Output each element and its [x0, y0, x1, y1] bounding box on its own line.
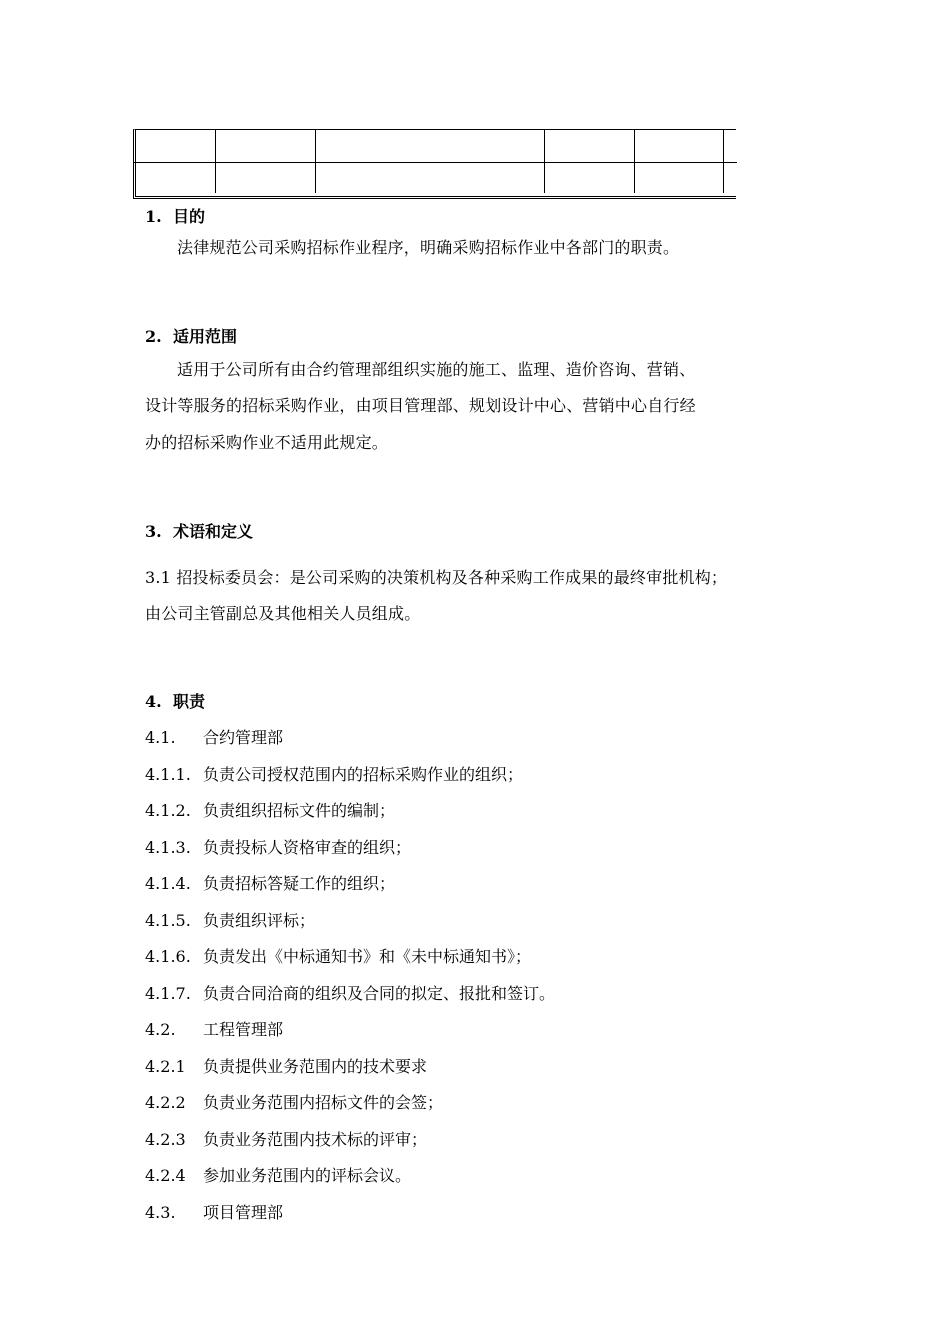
item-number: 4.2.3 [145, 1130, 186, 1149]
list-item [145, 1127, 427, 1150]
item-text: 负责业务范围内招标文件的会签； [203, 1093, 444, 1112]
item-text: 负责业务范围内技术标的评审； [203, 1130, 428, 1149]
section-title: 适用范围 [173, 327, 238, 346]
header-table-col-divider [315, 129, 316, 193]
item-text: 负责发出《中标通知书》和《未中标通知书》； [203, 947, 532, 966]
paragraph-line: 适用于公司所有由合约管理部组织实施的施工、监理、造价咨询、营销、 [177, 360, 696, 379]
list-item [145, 762, 523, 785]
section-number: 4. [145, 692, 162, 711]
item-text: 负责合同洽商的组织及合同的拟定、报批和签订。 [203, 984, 556, 1003]
item-text: 工程管理部 [203, 1020, 284, 1039]
item-number: 4.1.7. [145, 984, 191, 1003]
list-item [145, 835, 411, 858]
item-text: 负责公司授权范围内的招标采购作业的组织； [203, 765, 524, 784]
item-text: 负责组织招标文件的编制； [203, 801, 396, 820]
header-table-col-divider [215, 129, 216, 193]
section-heading-terms [145, 519, 253, 542]
section-title: 术语和定义 [173, 522, 254, 541]
item-text: 负责招标答疑工作的组织； [203, 874, 396, 893]
list-item [145, 981, 555, 1004]
list-item [145, 1163, 411, 1186]
section-heading-purpose [145, 204, 205, 227]
item-text: 参加业务范围内的评标会议。 [203, 1166, 412, 1185]
header-table-col-divider [544, 129, 545, 193]
item-text: 负责组织评标； [203, 911, 316, 930]
paragraph-line: 办的招标采购作业不适用此规定。 [145, 433, 389, 452]
item-number: 4.2. [145, 1020, 176, 1039]
item-text: 负责提供业务范围内的技术要求 [203, 1057, 428, 1076]
paragraph-line: 3.1 招投标委员会：是公司采购的决策机构及各种采购工作成果的最终审批机构； [145, 568, 728, 587]
header-table-border [133, 129, 736, 199]
item-number: 4.1.4. [145, 874, 191, 893]
list-item [145, 798, 395, 821]
item-number: 4.2.2 [145, 1093, 186, 1112]
item-number: 4.1.6. [145, 947, 191, 966]
section-body-purpose: 法律规范公司采购招标作业程序，明确采购招标作业中各部门的职责。 [177, 238, 680, 257]
item-number: 4.1.1. [145, 765, 191, 784]
header-table-row-divider [133, 162, 737, 163]
list-item [145, 908, 315, 931]
item-text: 合约管理部 [203, 728, 284, 747]
item-text: 负责投标人资格审查的组织； [203, 838, 412, 857]
item-text: 项目管理部 [203, 1203, 284, 1222]
item-number: 4.1.2. [145, 801, 191, 820]
section-number: 1. [145, 207, 162, 226]
item-number: 4.3. [145, 1203, 176, 1222]
paragraph-line: 设计等服务的招标采购作业，由项目管理部、规划设计中心、营销中心自行经 [145, 396, 696, 415]
header-table-col-divider [634, 129, 635, 193]
list-item [145, 1090, 443, 1113]
item-number: 4.1. [145, 728, 176, 747]
section-title: 职责 [173, 692, 206, 711]
item-number: 4.1.5. [145, 911, 191, 930]
list-item [145, 871, 395, 894]
list-item [145, 1017, 283, 1040]
item-number: 4.2.1 [145, 1057, 186, 1076]
paragraph-line: 由公司主管副总及其他相关人员组成。 [145, 604, 421, 623]
header-table [133, 129, 737, 198]
section-number: 3. [145, 522, 162, 541]
list-item [145, 725, 283, 748]
list-item [145, 1054, 427, 1077]
header-table-col-divider [723, 129, 724, 193]
section-title: 目的 [173, 207, 206, 226]
item-number: 4.1.3. [145, 838, 191, 857]
list-item [145, 944, 531, 967]
section-number: 2. [145, 327, 162, 346]
section-heading-duties [145, 689, 205, 712]
list-item [145, 1200, 283, 1223]
section-heading-scope [145, 324, 237, 347]
item-number: 4.2.4 [145, 1166, 186, 1185]
